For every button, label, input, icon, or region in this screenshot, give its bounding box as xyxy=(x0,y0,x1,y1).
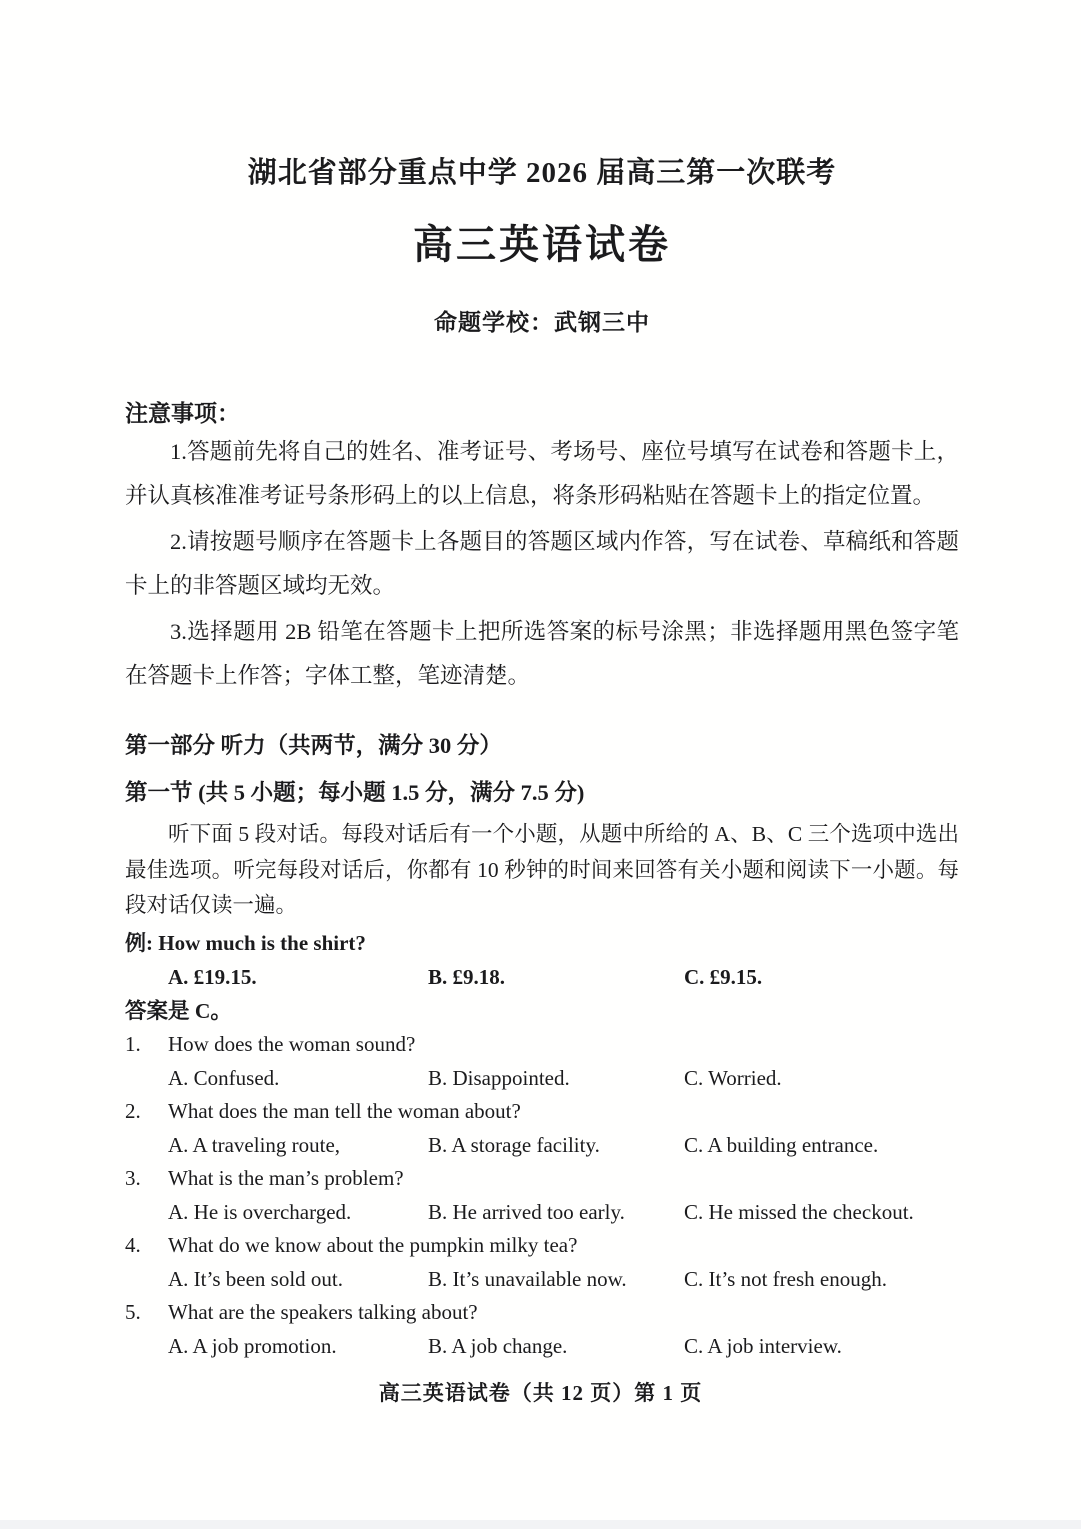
listening-section xyxy=(125,728,959,1363)
question-2 xyxy=(125,1095,959,1162)
option-a: A. It’s been sold out. xyxy=(168,1266,343,1291)
option-b: B. A storage facility. xyxy=(428,1132,600,1157)
notice-section xyxy=(125,395,959,698)
question-number: 5. xyxy=(125,1299,141,1324)
option-c: C. £9.15. xyxy=(684,964,763,989)
question-options xyxy=(125,1262,959,1296)
question-text: What do we know about the pumpkin milky tea? xyxy=(168,1232,578,1257)
option-c: C. It’s not fresh enough. xyxy=(684,1266,887,1291)
option-b: B. Disappointed. xyxy=(428,1065,570,1090)
question-1 xyxy=(125,1028,959,1095)
question-text: What does the man tell the woman about? xyxy=(168,1098,521,1123)
question-options xyxy=(125,1329,959,1363)
listening-instructions: 听下面 5 段对话。每段对话后有一个小题，从题中所给的 A、B、C 三个选项中选出最佳选项。听完每段对话后，你都有 10 秒钟的时间来回答有关小题和阅读下一小题。每段对话仅读一遍。 xyxy=(125,822,959,917)
question-line xyxy=(125,1028,959,1061)
question-options xyxy=(125,1128,959,1162)
example-options xyxy=(125,960,959,994)
exam-title: 湖北省部分重点中学 2026 届高三第一次联考 xyxy=(247,157,837,189)
question-text: How does the woman sound? xyxy=(168,1031,416,1056)
notice-item: 1.答题前先将自己的姓名、准考证号、考场号、座位号填写在试卷和答题卡上，并认真核准准考证号条形码上的以上信息，将条形码粘贴在答题卡上的指定位置。 xyxy=(125,439,959,508)
paper-title: 高三英语试卷 xyxy=(413,222,671,267)
question-line xyxy=(125,1229,959,1262)
option-c: C. A building entrance. xyxy=(684,1132,879,1157)
option-a: A. A traveling route, xyxy=(168,1132,341,1157)
option-b: B. It’s unavailable now. xyxy=(428,1266,627,1291)
scan-edge-shadow xyxy=(0,1520,1081,1529)
example-block xyxy=(125,926,959,1028)
option-a: A. £19.15. xyxy=(168,964,257,989)
question-options xyxy=(125,1195,959,1229)
paper-header xyxy=(125,150,959,337)
question-line xyxy=(125,1162,959,1195)
example-answer: 答案是 C。 xyxy=(125,998,232,1023)
question-line xyxy=(125,1095,959,1128)
question-5 xyxy=(125,1296,959,1363)
option-a: A. He is overcharged. xyxy=(168,1199,352,1224)
notice-heading: 注意事项： xyxy=(125,401,240,426)
question-number: 4. xyxy=(125,1232,141,1257)
question-text: What is the man’s problem? xyxy=(168,1165,404,1190)
question-line xyxy=(125,1296,959,1329)
option-b: B. A job change. xyxy=(428,1333,568,1358)
notice-item: 3.选择题用 2B 铅笔在答题卡上把所选答案的标号涂黑；非选择题用黑色签字笔在答题卡上作答；字体工整，笔迹清楚。 xyxy=(125,619,959,688)
option-c: C. A job interview. xyxy=(684,1333,842,1358)
option-a: A. Confused. xyxy=(168,1065,280,1090)
question-number: 2. xyxy=(125,1098,141,1123)
school-line: 命题学校：武钢三中 xyxy=(434,310,650,335)
option-a: A. A job promotion. xyxy=(168,1333,337,1358)
option-b: B. £9.18. xyxy=(428,964,506,989)
option-b: B. He arrived too early. xyxy=(428,1199,625,1224)
example-question: 例: How much is the shirt? xyxy=(125,930,366,955)
question-4 xyxy=(125,1229,959,1296)
question-3 xyxy=(125,1162,959,1229)
option-c: C. Worried. xyxy=(684,1065,782,1090)
question-number: 1. xyxy=(125,1031,141,1056)
question-options xyxy=(125,1061,959,1095)
page-footer: 高三英语试卷（共 12 页）第 1 页 xyxy=(378,1381,703,1405)
part1-heading: 第一部分 听力（共两节，满分 30 分） xyxy=(125,733,502,758)
section1-heading: 第一节 (共 5 小题；每小题 1.5 分，满分 7.5 分) xyxy=(125,780,585,805)
question-number: 3. xyxy=(125,1165,141,1190)
option-c: C. He missed the checkout. xyxy=(684,1199,914,1224)
notice-item: 2.请按题号顺序在答题卡上各题目的答题区域内作答，写在试卷、草稿纸和答题卡上的非答题区域均无效。 xyxy=(125,529,959,598)
question-text: What are the speakers talking about? xyxy=(168,1299,478,1324)
